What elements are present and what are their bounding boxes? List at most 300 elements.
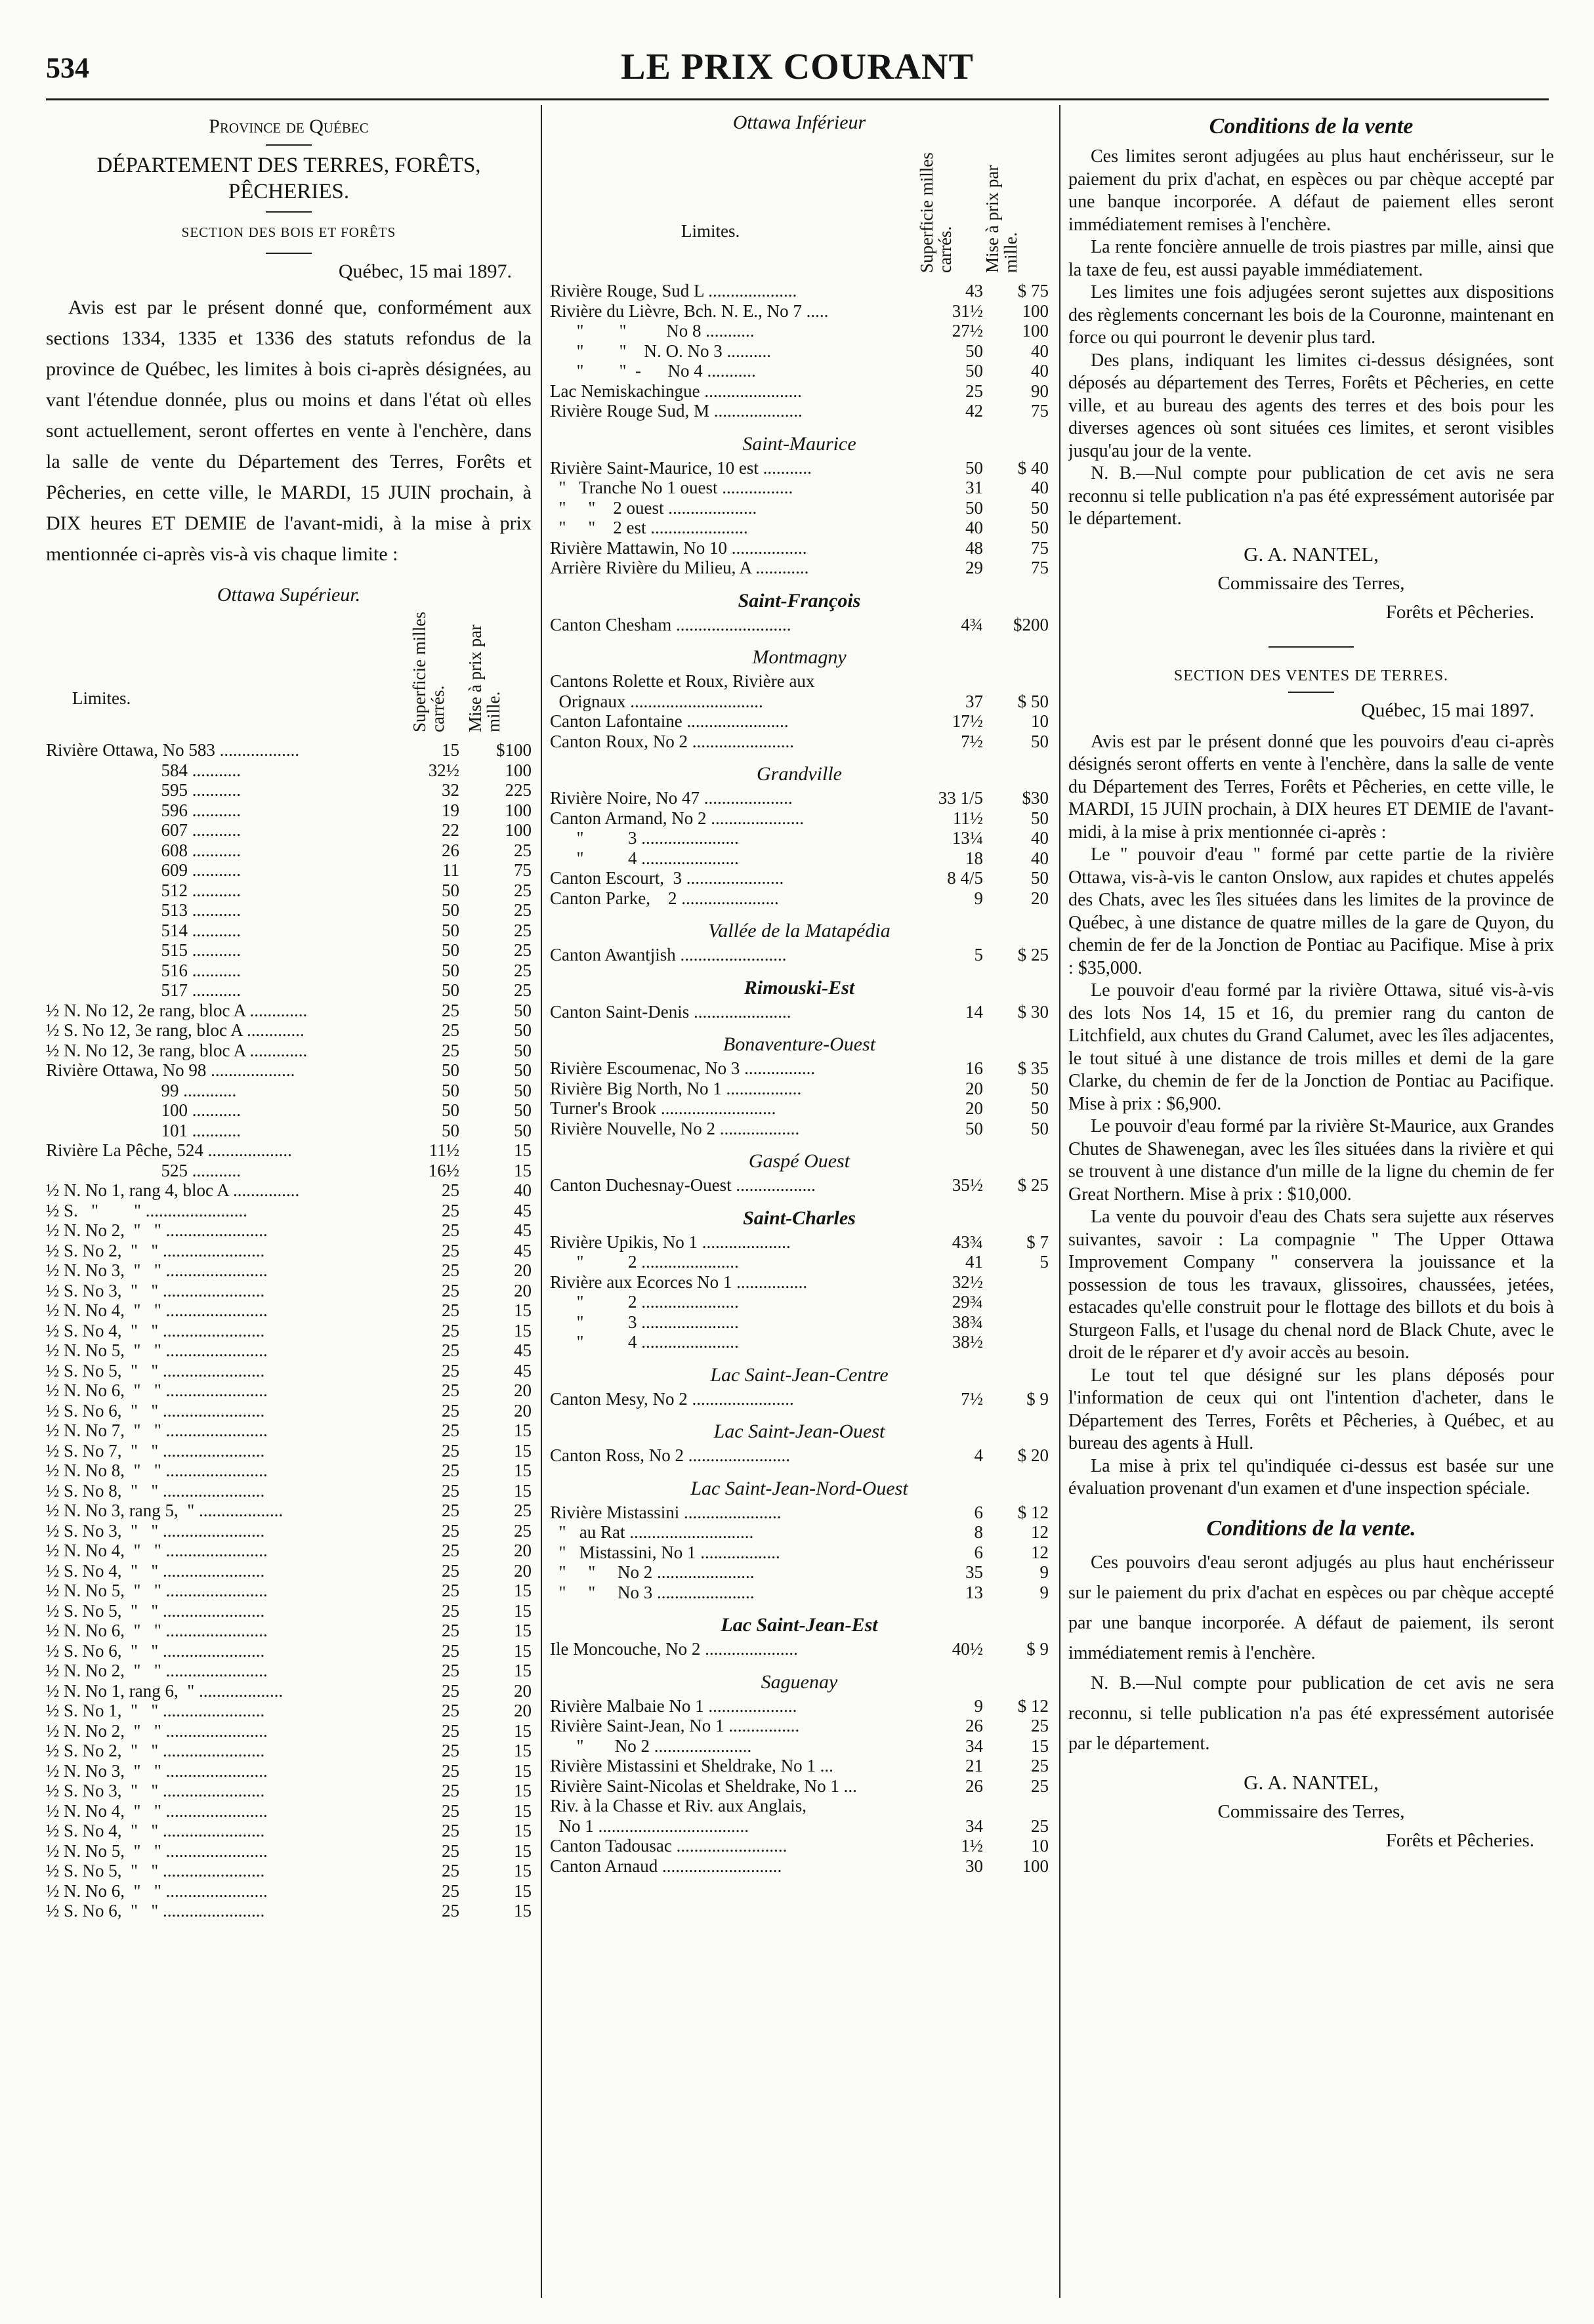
lot-area: 9 [974, 888, 983, 908]
lot-name: ½ S. No 6, " " ....................... [46, 1901, 265, 1920]
lot-price: 100 [1022, 301, 1049, 321]
lot-price: 90 [1031, 381, 1049, 401]
table-row [46, 1300, 532, 1321]
lot-name: ½ N. No 4, " " ....................... [46, 1300, 268, 1320]
lots-table [550, 788, 1049, 908]
lot-price: 5 [1039, 1252, 1049, 1272]
lot-price: 45 [514, 1340, 532, 1360]
lot-area: 25 [442, 1640, 459, 1661]
price-header: Mise à prix par mille. [982, 165, 1020, 273]
lot-area: 25 [442, 1840, 459, 1861]
lot-area: 25 [442, 1800, 459, 1821]
region-heading: Ottawa Supérieur. [217, 584, 361, 606]
lot-name: " " 2 est ...................... [550, 518, 748, 537]
lot-price: 15 [514, 1760, 532, 1781]
section-title: Lac Saint-Jean-Est [721, 1614, 878, 1636]
lot-name: ½ S. " " ....................... [46, 1200, 248, 1220]
lot-area: 4¾ [961, 614, 983, 634]
table-row [550, 1389, 1049, 1409]
lot-area: 50 [965, 1118, 983, 1138]
table-row [46, 1281, 532, 1301]
lot-name: ½ N. No 3, " " ....................... [46, 1260, 268, 1280]
lot-area: 43 [965, 281, 983, 301]
table-row [550, 1696, 1049, 1716]
lot-area: 25 [442, 1360, 459, 1380]
table-row [46, 1140, 532, 1161]
table-row [46, 940, 532, 961]
lot-price: 50 [1031, 518, 1049, 537]
table-row [550, 498, 1049, 518]
table-row [46, 1441, 532, 1461]
lot-name: Turner's Brook .......................... [550, 1098, 776, 1118]
lot-name: Canton Duchesnay-Ouest .................. [550, 1175, 816, 1195]
lot-area: 13 [965, 1582, 983, 1602]
lot-name: Canton Chesham .......................... [550, 614, 791, 634]
lot-name: ½ N. No 12, 2e rang, bloc A ............. [46, 1000, 308, 1020]
table-row [46, 1881, 532, 1901]
lot-price: $ 20 [1017, 1445, 1049, 1465]
lot-area: 25 [442, 1680, 459, 1701]
lot-area [917, 671, 983, 692]
lots-table [550, 1389, 1049, 1409]
lot-price: 15 [514, 1421, 532, 1440]
lot-name: ½ S. No 2, " " ....................... [46, 1240, 265, 1260]
lot-price: 15 [514, 1160, 532, 1180]
lot-name: ½ N. No 5, " " ....................... [46, 1840, 268, 1861]
lot-name: ½ S. No 3, " " ....................... [46, 1781, 265, 1800]
lot-price: $30 [1022, 788, 1049, 808]
lot-price: 50 [514, 1080, 532, 1100]
lot-area: 32½ [952, 1272, 983, 1292]
table-row [550, 1816, 1049, 1836]
lot-area: 25 [442, 1720, 459, 1741]
lot-price: $ 25 [1017, 945, 1049, 965]
lots-table-ottawa-superieur [46, 740, 532, 1921]
table-row [550, 615, 1049, 635]
lot-price: 25 [514, 900, 532, 920]
lot-name: Rivière Upikis, No 1 .................... [550, 1232, 791, 1252]
lot-area: 42 [965, 401, 983, 421]
lot-area: 26 [965, 1775, 983, 1796]
lot-price: $ 30 [1017, 1001, 1049, 1022]
lot-price [983, 1796, 1049, 1816]
area-header: Superficie milles carrés. [917, 152, 955, 273]
lot-area: 25 [442, 1180, 459, 1200]
lot-area: 33 1/5 [938, 788, 983, 808]
lot-name: ½ S. No 4, " " ....................... [46, 1560, 265, 1581]
lot-name: ½ N. No 6, " " ....................... [46, 1621, 268, 1640]
lots-sections [550, 281, 1049, 1876]
lot-price: 40 [1031, 478, 1049, 497]
lot-name: Rivière Mistassini et Sheldrake, No 1 ... [550, 1756, 833, 1775]
lot-price: 10 [1031, 1836, 1049, 1856]
lot-price: 100 [1022, 1856, 1049, 1876]
lot-area: 16½ [428, 1160, 459, 1180]
lot-area: 30 [965, 1856, 983, 1876]
table-row [550, 1292, 1049, 1312]
lot-price: 50 [1031, 497, 1049, 518]
lot-price: 40 [1031, 828, 1049, 848]
lot-name: Canton Ross, No 2 ....................... [550, 1445, 791, 1465]
lot-price: 40 [1031, 361, 1049, 381]
lot-area: 35½ [952, 1175, 983, 1195]
lot-name: Rivière Malbaie No 1 .................... [550, 1695, 797, 1716]
conditions-paragraphs [1068, 146, 1554, 531]
paragraph: N. B.—Nul compte pour publication de cet avis ne sera reconnu, si telle publication n'a pas été expressément autorisée par le département. [1068, 1672, 1554, 1754]
lot-price: 15 [514, 1140, 532, 1160]
lot-price: 15 [514, 1880, 532, 1901]
lot-area: 48 [965, 537, 983, 558]
lot-name: " No 2 ...................... [550, 1735, 752, 1756]
lot-name: ½ N. No 8, " " ....................... [46, 1461, 268, 1480]
table-row [46, 1601, 532, 1621]
lot-name: ½ N. No 5, " " ....................... [46, 1581, 268, 1600]
table-row [46, 1621, 532, 1641]
table-row [550, 1756, 1049, 1776]
table-row [46, 1421, 532, 1441]
page-header [46, 46, 1549, 92]
lot-area: 25 [442, 1240, 459, 1260]
column-divider-2 [1059, 105, 1060, 2298]
lot-name: ½ S. No 1, " " ....................... [46, 1701, 265, 1720]
section-title: Lac Saint-Jean-Centre [710, 1363, 889, 1386]
table-row [46, 1641, 532, 1661]
lot-name: ½ S. No 3, " " ....................... [46, 1280, 265, 1300]
notice-date: Québec, 15 mai 1897. [338, 260, 512, 282]
divider [266, 144, 312, 146]
lot-price: $ 9 [1026, 1639, 1049, 1659]
lot-price: 15 [514, 1901, 532, 1920]
lot-price: 100 [505, 820, 532, 840]
province-heading: Province de Québec [209, 115, 369, 137]
lot-area: 35 [965, 1562, 983, 1582]
lot-price: 15 [514, 1480, 532, 1501]
lot-price [983, 1292, 1049, 1312]
lots-table [550, 1175, 1049, 1195]
table-row [550, 538, 1049, 558]
lot-name: " 2 ...................... [550, 1292, 739, 1312]
lot-price: $100 [496, 740, 532, 760]
conditions-title: Conditions de la vente [1209, 114, 1414, 138]
lot-price: 50 [514, 1120, 532, 1140]
area-header: Superficie milles carrés. [409, 612, 448, 732]
lot-area: 21 [965, 1756, 983, 1775]
lot-name: ½ S. No 3, " " ....................... [46, 1520, 265, 1541]
lot-name: ½ S. No 2, " " ....................... [46, 1741, 265, 1760]
lot-name: " " No 3 ...................... [550, 1582, 755, 1602]
paragraph: La vente du pouvoir d'eau des Chats sera sujette aux réserves suivantes, savoir : La compagnie " The Upper Ottawa Improvement Company " conservera la jouissance et la possession de tous les travaux, glissoires, chaussées, jetées, estacades qu'elle construit pour le flottage des billots et du bois à Sturgeon Falls, et l'usage du chenal nord de Black Chute, avec le droit de le réparer et d'y avoir accès au besoin. [1068, 1207, 1554, 1363]
section-heading: SECTION DES BOIS ET FORÊTS [181, 224, 396, 240]
lot-name: Canton Escourt, 3 ...................... [550, 868, 784, 888]
lot-name: ½ N. No 1, rang 4, bloc A ............... [46, 1180, 300, 1200]
lot-price: 25 [514, 920, 532, 940]
header-rule [46, 98, 1549, 100]
lot-name: Rivière aux Ecorces No 1 ................ [550, 1272, 808, 1292]
table-row [46, 1321, 532, 1341]
lot-area: 19 [442, 800, 459, 820]
lot-name: ½ S. No 7, " " ....................... [46, 1440, 265, 1461]
table-row [550, 1543, 1049, 1563]
table-row [550, 1098, 1049, 1119]
lot-name: Rivière Rouge Sud, M .................... [550, 401, 803, 421]
lot-area: 25 [442, 1600, 459, 1621]
lot-price: 75 [1031, 558, 1049, 577]
masthead-title: LE PRIX COURANT [621, 47, 974, 87]
lot-price: 75 [514, 860, 532, 880]
lot-area: 25 [442, 1880, 459, 1901]
water-power-paragraphs [1068, 731, 1554, 1501]
signature-name: G. A. NANTEL, [1244, 542, 1379, 566]
lot-price: 50 [1031, 868, 1049, 888]
lot-area: 25 [442, 1220, 459, 1240]
lot-area: 50 [965, 361, 983, 381]
lot-name: " Mistassini, No 1 .................. [550, 1542, 780, 1562]
table-row [46, 1260, 532, 1281]
lot-name: 100 ........... [46, 1100, 241, 1120]
table-row [550, 788, 1049, 808]
lot-area: 25 [442, 1901, 459, 1920]
table-row [550, 1312, 1049, 1333]
table-row [46, 1001, 532, 1021]
table-row [46, 1380, 532, 1401]
table-row [46, 1541, 532, 1561]
divider [266, 211, 312, 213]
lot-price: 25 [1031, 1716, 1049, 1735]
lot-price: 20 [1031, 888, 1049, 908]
lot-price: 75 [1031, 401, 1049, 421]
lot-price: 15 [514, 1581, 532, 1600]
lots-table [550, 1232, 1049, 1352]
lot-price: 15 [514, 1781, 532, 1800]
lot-price [983, 671, 1049, 692]
lot-area: 25 [442, 1400, 459, 1421]
signature-department: Forêts et Pêcheries. [1385, 601, 1534, 623]
lot-area: 1½ [961, 1836, 983, 1856]
lot-name: ½ N. No 12, 3e rang, bloc A ............. [46, 1040, 308, 1060]
lot-area: 25 [442, 1541, 459, 1560]
table-row [550, 1836, 1049, 1856]
lot-price: 15 [514, 1300, 532, 1320]
lot-area: 25 [442, 1380, 459, 1400]
table-row [46, 1081, 532, 1101]
section-title: Bonaventure-Ouest [723, 1033, 876, 1055]
lot-price: 45 [514, 1200, 532, 1220]
lot-area: 25 [442, 1501, 459, 1520]
lot-name: 525 ........... [46, 1160, 241, 1180]
lot-area: 25 [442, 1861, 459, 1880]
lot-name: Cantons Rolette et Roux, Rivière aux [550, 671, 815, 691]
lot-name: Lac Nemiskachingue ...................... [550, 381, 802, 401]
lot-area: 14 [965, 1001, 983, 1022]
table-row [46, 1220, 532, 1241]
lot-price: 15 [514, 1600, 532, 1621]
table-row [46, 1781, 532, 1801]
lot-area: 20 [965, 1098, 983, 1118]
table-row [46, 1361, 532, 1381]
lot-price: 40 [514, 1180, 532, 1200]
section-title: Saint-Charles [743, 1207, 856, 1229]
lot-name: Rivière Escoumenac, No 3 ................ [550, 1058, 816, 1078]
lot-name: Arrière Rivière du Milieu, A ............ [550, 558, 809, 577]
limits-header: Limites. [72, 688, 131, 708]
lot-price: 50 [514, 1020, 532, 1040]
lot-price: 15 [514, 1440, 532, 1461]
divider [1288, 692, 1334, 693]
table-row [550, 558, 1049, 578]
table-row [46, 1841, 532, 1861]
table-row [46, 1060, 532, 1081]
lot-name: " 3 ...................... [550, 1312, 739, 1332]
lot-price: 50 [1031, 808, 1049, 828]
lot-price: 15 [514, 1741, 532, 1760]
lot-area: 22 [442, 820, 459, 840]
lot-price: $ 75 [1017, 281, 1049, 301]
lot-area: 43¾ [952, 1232, 983, 1252]
table-row [550, 1796, 1049, 1816]
lot-name: 514 ........... [46, 920, 241, 940]
lot-area: 50 [442, 1080, 459, 1100]
lot-area: 25 [442, 1701, 459, 1720]
lot-area: 38¾ [952, 1312, 983, 1332]
lot-area: 29¾ [952, 1292, 983, 1312]
lot-area: 9 [974, 1695, 983, 1716]
lot-area: 18 [965, 848, 983, 868]
lot-area: 8 [974, 1522, 983, 1542]
table-row [46, 1241, 532, 1261]
table-row [550, 848, 1049, 869]
lot-area: 25 [442, 1560, 459, 1581]
lot-name: Canton Tadousac ......................... [550, 1836, 787, 1856]
price-header: Mise à prix par mille. [465, 624, 503, 732]
lot-area: 31½ [952, 301, 983, 321]
table-row [46, 1901, 532, 1921]
table-row [46, 921, 532, 941]
lot-price: 15 [514, 1661, 532, 1680]
table-row [550, 1522, 1049, 1543]
table-row [46, 760, 532, 781]
lot-area: 25 [442, 1020, 459, 1040]
section-title: Lac Saint-Jean-Ouest [713, 1421, 885, 1442]
lot-area: 5 [974, 945, 983, 965]
lot-name: ½ S. No 5, " " ....................... [46, 1600, 265, 1621]
lot-price: 15 [1031, 1735, 1049, 1756]
table-row [550, 1332, 1049, 1352]
lot-price: 45 [514, 1360, 532, 1380]
table-row [550, 478, 1049, 498]
lot-name: 513 ........... [46, 900, 241, 920]
lot-name: Orignaux .............................. [550, 691, 763, 711]
table-row [550, 401, 1049, 421]
lots-table [550, 458, 1049, 578]
lots-table [550, 945, 1049, 965]
lot-name: ½ N. No 2, " " ....................... [46, 1720, 268, 1741]
lot-area: 25 [442, 1000, 459, 1020]
section-title: Saguenay [761, 1670, 838, 1693]
divider [1269, 646, 1354, 648]
lot-name: 595 ........... [46, 780, 241, 800]
lot-price: 15 [514, 1840, 532, 1861]
lot-name: " Tranche No 1 ouest ................ [550, 478, 793, 497]
lot-area: 25 [442, 1821, 459, 1840]
lot-name: " 3 ...................... [550, 828, 739, 848]
lot-price: 50 [514, 1100, 532, 1120]
table-row [46, 980, 532, 1001]
lot-name: 608 ........... [46, 840, 241, 860]
table-row [46, 1340, 532, 1361]
table-row [550, 1252, 1049, 1272]
lot-name: Canton Armand, No 2 ..................... [550, 808, 804, 828]
table-row [46, 1201, 532, 1221]
section-title: Saint-François [738, 589, 861, 612]
lot-area: 25 [442, 1520, 459, 1541]
lot-price: 20 [514, 1280, 532, 1300]
lot-price: 45 [514, 1240, 532, 1260]
lot-name: Rivière Saint-Maurice, 10 est ........... [550, 457, 812, 478]
lot-price: 15 [514, 1461, 532, 1480]
table-row [550, 1232, 1049, 1253]
lot-price: $ 9 [1026, 1388, 1049, 1409]
table-row [46, 1561, 532, 1581]
table-row [46, 881, 532, 901]
lot-name: ½ N. No 2, " " ....................... [46, 1661, 268, 1680]
lot-price: 50 [514, 1060, 532, 1080]
lot-name: ½ S. No 12, 3e rang, bloc A ............. [46, 1020, 304, 1040]
page-number: 534 [46, 52, 89, 84]
lot-price: 100 [505, 800, 532, 820]
lot-area: 50 [442, 920, 459, 940]
conditions-paragraphs [1068, 1548, 1554, 1759]
notice-date: Québec, 15 mai 1897. [1360, 699, 1534, 721]
table-row [46, 961, 532, 981]
lot-price: 25 [514, 880, 532, 900]
lot-price: 15 [514, 1621, 532, 1640]
table-row [550, 828, 1049, 848]
lot-name: 609 ........... [46, 860, 241, 880]
table-row [550, 945, 1049, 965]
table-row [550, 1856, 1049, 1877]
table-row [46, 1521, 532, 1541]
lot-name: ½ N. No 1, rang 6, " ................... [46, 1680, 283, 1701]
lot-price: 15 [514, 1640, 532, 1661]
lot-area: 8 4/5 [947, 868, 983, 888]
column-left [46, 112, 532, 2298]
lot-price: 15 [514, 1861, 532, 1880]
table-row [550, 1583, 1049, 1603]
lot-price: 25 [514, 940, 532, 960]
table-row [550, 1716, 1049, 1736]
lot-area: 4 [974, 1445, 983, 1465]
signature-name: G. A. NANTEL, [1244, 1770, 1379, 1794]
lot-name: Rivière Nouvelle, No 2 .................. [550, 1118, 800, 1138]
lot-price: $ 35 [1017, 1058, 1049, 1078]
lot-area: 29 [965, 558, 983, 577]
lot-price: $ 25 [1017, 1175, 1049, 1195]
lot-name: ½ S. No 8, " " ....................... [46, 1480, 265, 1501]
lots-table [550, 671, 1049, 751]
column-right [1068, 112, 1554, 2298]
lot-price: 12 [1031, 1542, 1049, 1562]
lot-price: 15 [514, 1821, 532, 1840]
table-row [550, 341, 1049, 362]
lot-name: 607 ........... [46, 820, 241, 840]
table-row [46, 1801, 532, 1821]
lot-price: $ 40 [1017, 457, 1049, 478]
lot-price: 225 [505, 780, 532, 800]
table-header [550, 136, 1049, 281]
lot-area: 15 [442, 740, 459, 760]
paragraph: N. B.—Nul compte pour publication de cet avis ne sera reconnu si telle publication n'a pas été expressément autorisée par le département. [1068, 463, 1554, 529]
table-row [46, 1501, 532, 1521]
